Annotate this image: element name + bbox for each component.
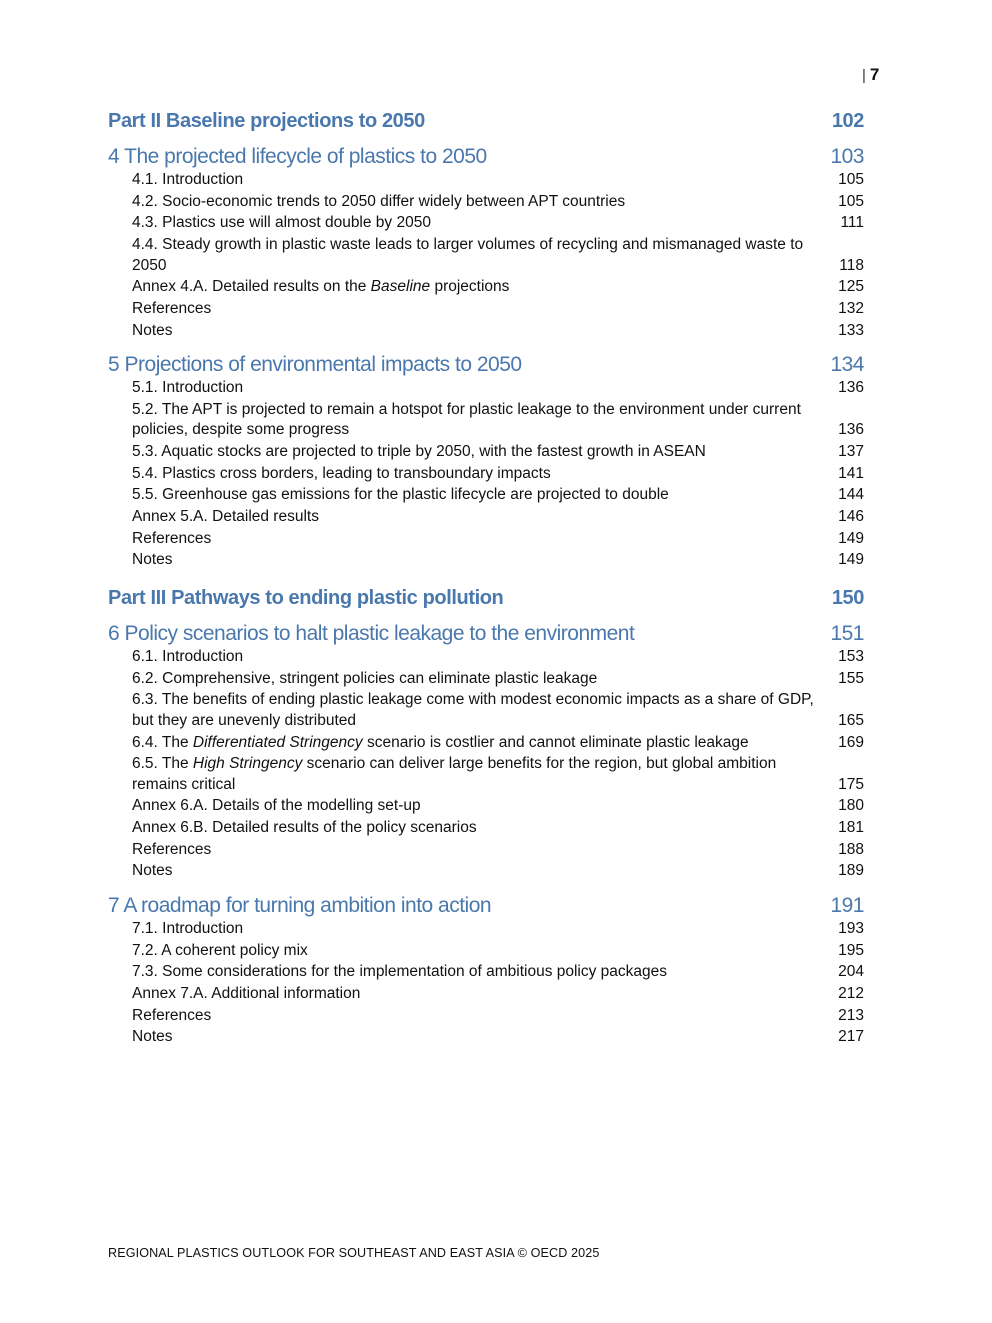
toc-section-entry[interactable]	[132, 192, 864, 213]
section-title: 6.2. Comprehensive, stringent policies can eliminate plastic leakage	[132, 669, 598, 687]
section-page-number: 136	[838, 421, 864, 439]
section-page-number: 111	[840, 214, 864, 232]
toc-section-entry[interactable]	[132, 378, 864, 399]
part-heading[interactable]	[108, 110, 864, 133]
toc-part	[108, 587, 864, 610]
toc-chapter	[108, 894, 864, 1048]
part-heading[interactable]	[108, 587, 864, 610]
chapter-page-number: 103	[830, 145, 864, 168]
toc-section-entry[interactable]	[132, 299, 864, 320]
part-title: Part III Pathways to ending plastic pollution	[108, 586, 504, 609]
section-title: References	[132, 1006, 212, 1024]
section-page-number: 204	[838, 963, 864, 981]
section-title: Annex 7.A. Additional information	[132, 985, 361, 1002]
chapter-title: 7 A roadmap for turning ambition into action	[108, 893, 492, 917]
part-page-number: 150	[831, 586, 864, 609]
chapter-heading[interactable]	[108, 894, 864, 918]
section-title: Annex 6.B. Detailed results of the policy scenarios	[132, 819, 477, 837]
toc-section-entry[interactable]	[132, 277, 864, 298]
section-page-number: 105	[838, 192, 864, 210]
chapter-title: 5 Projections of environmental impacts to 2050	[108, 353, 522, 377]
section-title: 6.3. The benefits of ending plastic leakage come with modest economic impacts as a share of GDP, but they are unevenly distributed	[132, 691, 814, 729]
toc-chapter	[108, 353, 864, 571]
section-page-number: 188	[838, 840, 864, 858]
section-title: References	[132, 840, 212, 858]
toc-section-entry[interactable]	[132, 941, 864, 962]
section-title: 4.4. Steady growth in plastic waste leads to larger volumes of recycling and mismanaged waste to 2050	[132, 236, 804, 274]
section-title: 5.2. The APT is projected to remain a hotspot for plastic leakage to the environment under current policies, despite some progress	[132, 400, 801, 439]
header-separator: |	[862, 67, 866, 84]
toc-chapter	[108, 622, 864, 882]
chapter-heading[interactable]	[108, 145, 864, 169]
toc-section-entry[interactable]	[132, 550, 864, 571]
part-title: Part II Baseline projections to 2050	[108, 110, 425, 132]
section-page-number: 181	[838, 819, 864, 837]
section-page-number: 165	[838, 711, 864, 729]
toc-section-entry[interactable]	[132, 754, 864, 795]
section-title: Annex 4.A. Detailed results on the Baseline projections	[132, 278, 510, 296]
section-title: Notes	[132, 321, 173, 339]
section-page-number: 125	[838, 278, 864, 296]
section-page-number: 193	[838, 919, 864, 937]
section-title: Annex 5.A. Detailed results	[132, 508, 319, 526]
part-page-number: 102	[831, 110, 864, 132]
toc-section-entry[interactable]	[132, 733, 864, 754]
section-page-number: 137	[838, 443, 864, 460]
chapter-heading[interactable]	[108, 622, 864, 646]
section-list	[108, 378, 864, 571]
section-title: References	[132, 529, 212, 547]
toc-section-entry[interactable]	[132, 235, 864, 276]
toc-section-entry[interactable]	[132, 840, 864, 861]
section-title: 5.4. Plastics cross borders, leading to transboundary impacts	[132, 464, 551, 482]
toc-chapter	[108, 145, 864, 341]
toc-section-entry[interactable]	[132, 213, 864, 234]
toc-section-entry[interactable]	[132, 529, 864, 550]
section-page-number: 155	[838, 669, 864, 687]
toc-section-entry[interactable]	[132, 400, 864, 441]
toc-section-entry[interactable]	[132, 919, 864, 940]
toc-section-entry[interactable]	[132, 464, 864, 485]
section-title: 4.1. Introduction	[132, 171, 244, 188]
section-title: 5.5. Greenhouse gas emissions for the plastic lifecycle are projected to double	[132, 486, 669, 504]
section-title: 6.1. Introduction	[132, 647, 244, 665]
section-title: Notes	[132, 862, 173, 880]
section-title: Notes	[132, 551, 173, 569]
toc-section-entry[interactable]	[132, 1006, 864, 1027]
toc-section-entry[interactable]	[132, 321, 864, 342]
toc-section-entry[interactable]	[132, 1027, 864, 1048]
toc-section-entry[interactable]	[132, 669, 864, 690]
section-title: References	[132, 299, 212, 317]
section-page-number: 144	[838, 486, 864, 504]
toc-section-entry[interactable]	[132, 507, 864, 528]
chapter-page-number: 151	[830, 621, 864, 645]
section-page-number: 105	[838, 171, 864, 188]
table-of-contents	[108, 110, 864, 1049]
section-page-number: 133	[838, 321, 864, 339]
toc-section-entry[interactable]	[132, 796, 864, 817]
section-page-number: 136	[838, 379, 864, 397]
section-list	[108, 647, 864, 882]
section-title: 7.2. A coherent policy mix	[132, 941, 308, 959]
toc-section-entry[interactable]	[132, 861, 864, 882]
section-page-number: 189	[838, 862, 864, 880]
section-page-number: 217	[838, 1028, 864, 1046]
chapter-page-number: 191	[830, 893, 864, 917]
section-title: 6.5. The High Stringency scenario can deliver large benefits for the region, but global ambition remains critical	[132, 755, 777, 793]
section-page-number: 149	[838, 529, 864, 547]
toc-part	[108, 110, 864, 133]
section-page-number: 169	[838, 733, 864, 751]
section-page-number: 175	[838, 775, 864, 793]
section-list	[108, 170, 864, 341]
chapter-page-number: 134	[830, 353, 864, 377]
section-page-number: 132	[838, 299, 864, 317]
page-footer: REGIONAL PLASTICS OUTLOOK FOR SOUTHEAST AND EAST ASIA © OECD 2025	[108, 1246, 600, 1260]
toc-section-entry[interactable]	[132, 442, 864, 463]
section-title: 4.2. Socio-economic trends to 2050 differ widely between APT countries	[132, 192, 626, 210]
toc-section-entry[interactable]	[132, 485, 864, 506]
toc-section-entry[interactable]	[132, 984, 864, 1005]
page-number: 7	[869, 65, 880, 84]
toc-section-entry[interactable]	[132, 962, 864, 983]
section-list	[108, 919, 864, 1048]
section-page-number: 212	[838, 985, 864, 1002]
section-title: 5.3. Aquatic stocks are projected to triple by 2050, with the fastest growth in ASEAN	[132, 443, 706, 460]
toc-section-entry[interactable]	[132, 818, 864, 839]
section-page-number: 153	[838, 647, 864, 665]
toc-section-entry[interactable]	[132, 170, 864, 191]
section-title: 4.3. Plastics use will almost double by 2050	[132, 214, 431, 232]
section-title: Annex 6.A. Details of the modelling set-up	[132, 797, 421, 815]
section-page-number: 118	[839, 256, 864, 274]
section-page-number: 195	[838, 941, 864, 959]
page-header	[862, 65, 879, 85]
chapter-title: 4 The projected lifecycle of plastics to 2050	[108, 145, 487, 168]
section-title: 7.1. Introduction	[132, 919, 244, 937]
toc-section-entry[interactable]	[132, 690, 864, 731]
section-title: Notes	[132, 1028, 173, 1046]
section-title: 6.4. The Differentiated Stringency scenario is costlier and cannot eliminate plastic leakage	[132, 733, 749, 751]
toc-section-entry[interactable]	[132, 647, 864, 668]
section-page-number: 213	[838, 1006, 864, 1024]
section-page-number: 141	[838, 464, 864, 482]
section-page-number: 146	[838, 508, 864, 526]
section-title: 5.1. Introduction	[132, 379, 244, 397]
section-page-number: 149	[838, 551, 864, 569]
section-title: 7.3. Some considerations for the implementation of ambitious policy packages	[132, 963, 668, 981]
chapter-title: 6 Policy scenarios to halt plastic leakage to the environment	[108, 621, 635, 645]
section-page-number: 180	[838, 797, 864, 815]
chapter-heading[interactable]	[108, 353, 864, 377]
